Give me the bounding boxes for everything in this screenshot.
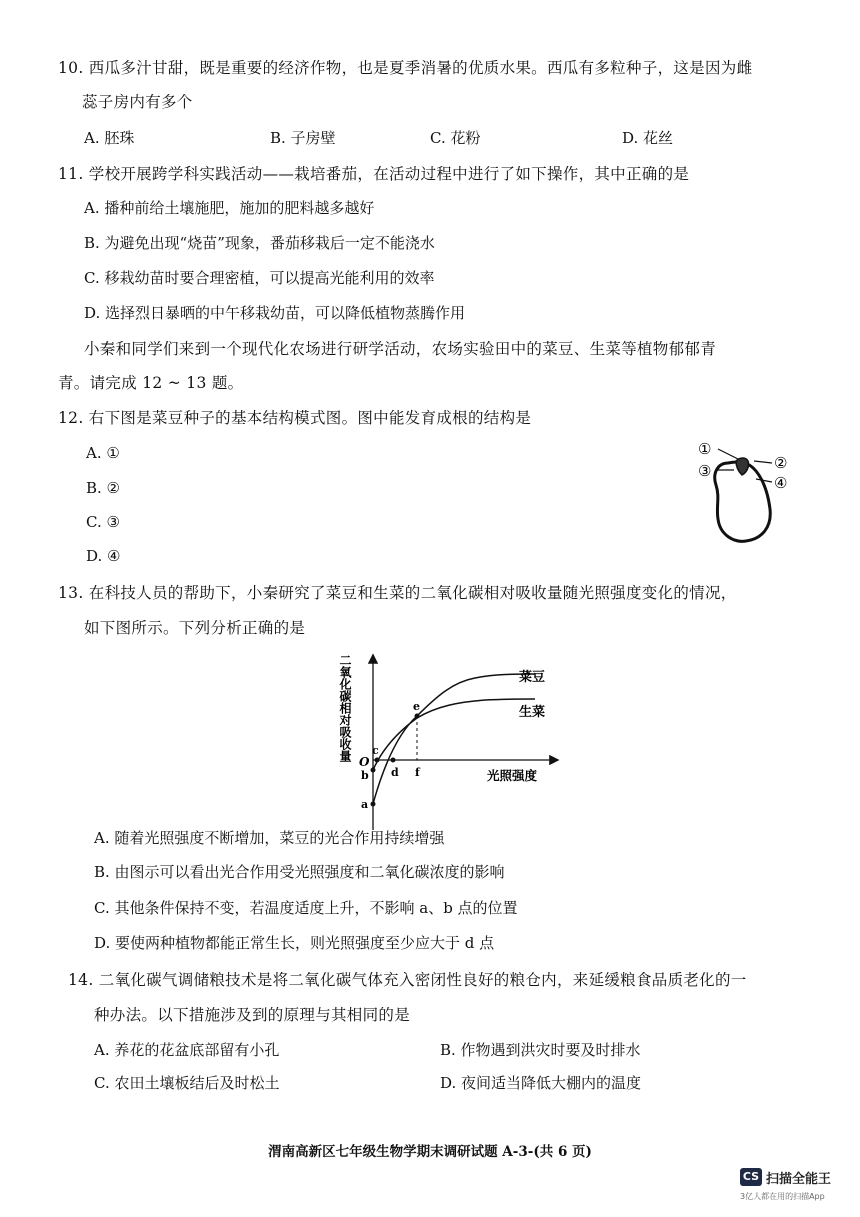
q14-option-c: C. 农田土壤板结后及时松土 [94, 1074, 280, 1092]
point-e [415, 714, 420, 719]
scanner-app-name: 扫描全能王 [766, 1172, 832, 1187]
q13-option-d: D. 要使两种植物都能正常生长，则光照强度至少应大于 d 点 [94, 934, 495, 952]
q13-option-b: B. 由图示可以看出光合作用受光照强度和二氧化碳浓度的影响 [94, 863, 505, 881]
q10-option-d: D. 花丝 [622, 129, 674, 147]
scanner-tagline: 3亿人都在用的扫描App [740, 1192, 825, 1201]
q13-option-c: C. 其他条件保持不变，若温度适度上升，不影响 a、b 点的位置 [94, 899, 518, 917]
q10-stem-line2: 蕊子房内有多个 [82, 93, 193, 111]
point-a [371, 802, 376, 807]
page-footer: 渭南高新区七年级生物学期末调研试题 A-3-(共 6 页) [268, 1144, 592, 1160]
graph-y-label: 二氧化碳相对吸收量 [338, 654, 352, 762]
q11-option-d: D. 选择烈日暴晒的中午移栽幼苗，可以降低植物蒸腾作用 [84, 304, 466, 322]
point-c [375, 758, 380, 763]
q11-option-a: A. 播种前给土壤施肥，施加的肥料越多越好 [84, 199, 375, 217]
q11-stem: 11. 学校开展跨学科实践活动——栽培番茄，在活动过程中进行了如下操作，其中正确的是 [58, 165, 690, 183]
q14-stem-line1: 14. 二氧化碳气调储粮技术是将二氧化碳气体充入密闭性良好的粮仓内，来延缓粮食品质老化的一 [68, 971, 747, 989]
point-d-label: d [391, 766, 399, 779]
q12-option-c: C. ③ [86, 513, 120, 531]
point-e-label: e [413, 700, 420, 713]
point-c-label: c [372, 744, 379, 757]
seed-label-1: ① [698, 440, 712, 458]
lettuce-curve [373, 699, 535, 770]
seed-label-2: ② [774, 454, 788, 472]
q13-option-a: A. 随着光照强度不断增加，菜豆的光合作用持续增强 [94, 829, 445, 847]
q13-stem-line2: 如下图所示。下列分析正确的是 [84, 619, 306, 637]
q12-option-b: B. ② [86, 479, 121, 497]
co2-absorption-graph [325, 648, 565, 838]
origin-label: O [359, 755, 370, 769]
q10-option-a: A. 胚珠 [84, 129, 135, 147]
q10-option-c: C. 花粉 [430, 129, 481, 147]
point-b-label: b [361, 769, 369, 782]
q11-option-b: B. 为避免出现“烧苗”现象，番茄移栽后一定不能浇水 [84, 234, 435, 252]
seed-label-3: ③ [698, 462, 712, 480]
bean-curve [373, 674, 535, 804]
q10-stem-line1: 10. 西瓜多汁甘甜，既是重要的经济作物，也是夏季消暑的优质水果。西瓜有多粒种子，这是因为雌 [58, 59, 753, 77]
point-b [371, 768, 376, 773]
lettuce-curve-label: 生菜 [519, 705, 546, 720]
scanner-logo-icon: CS [740, 1168, 762, 1186]
bean-seed-figure [690, 437, 800, 549]
intro-line1: 小秦和同学们来到一个现代化农场进行研学活动，农场实验田中的菜豆、生菜等植物郁郁青 [84, 340, 717, 358]
bean-curve-label: 菜豆 [519, 670, 546, 685]
q13-stem-line1: 13. 在科技人员的帮助下，小秦研究了菜豆和生菜的二氧化碳相对吸收量随光照强度变化的情况， [58, 584, 737, 602]
q14-option-d: D. 夜间适当降低大棚内的温度 [440, 1074, 642, 1092]
q10-option-b: B. 子房壁 [270, 129, 336, 147]
q12-option-d: D. ④ [86, 547, 121, 565]
seed-label-4: ④ [774, 474, 788, 492]
q14-option-b: B. 作物遇到洪灾时要及时排水 [440, 1041, 641, 1059]
q14-option-a: A. 养花的花盆底部留有小孔 [94, 1041, 280, 1059]
intro-line2: 青。请完成 12 ~ 13 题。 [58, 374, 244, 392]
q12-stem: 12. 右下图是菜豆种子的基本结构模式图。图中能发育成根的结构是 [58, 409, 532, 427]
point-d [391, 758, 396, 763]
graph-x-label: 光照强度 [487, 768, 538, 783]
q14-stem-line2: 种办法。以下措施涉及到的原理与其相同的是 [94, 1006, 411, 1024]
q11-option-c: C. 移栽幼苗时要合理密植，可以提高光能利用的效率 [84, 269, 435, 287]
point-f-label: f [415, 766, 420, 779]
q12-option-a: A. ① [86, 444, 120, 462]
point-a-label: a [361, 798, 369, 811]
